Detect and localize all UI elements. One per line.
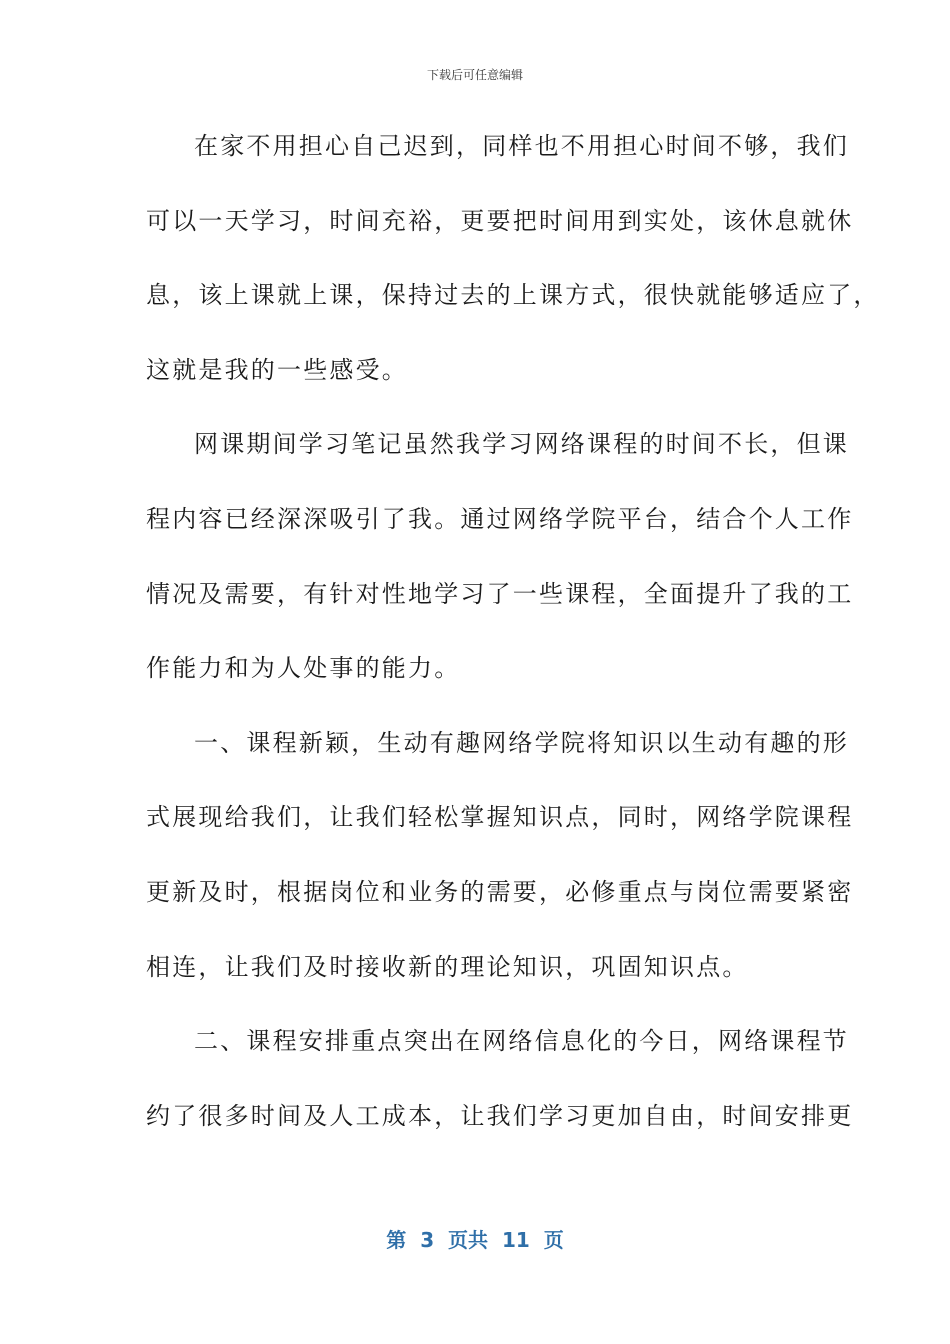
text-line: 程内容已经深深吸引了我。通过网络学院平台，结合个人工作: [146, 504, 854, 533]
text-line: 更新及时，根据岗位和业务的需要，必修重点与岗位需要紧密: [146, 877, 854, 906]
text-line: 在家不用担心自己迟到，同样也不用担心时间不够，我们: [194, 132, 849, 160]
text-line: 可以一天学习，时间充裕，更要把时间用到实处，该休息就休: [146, 206, 854, 235]
text-line: 式展现给我们，让我们轻松掌握知识点，同时，网络学院课程: [146, 803, 854, 832]
text-line: 作能力和为人处事的能力。: [146, 654, 461, 683]
document-body: [146, 120, 880, 1164]
page-number-footer: 第 3 页共 11 页: [386, 1228, 564, 1252]
text-line: 相连，让我们及时接收新的理论知识，巩固知识点。: [146, 952, 749, 981]
download-note: 下载后可任意编辑: [426, 68, 523, 82]
text-line: 息，该上课就上课，保持过去的上课方式，很快就能够适应了，: [146, 281, 880, 310]
text-line: 情况及需要，有针对性地学习了一些课程，全面提升了我的工: [146, 579, 854, 608]
text-line: 约了很多时间及人工成本，让我们学习更加自由，时间安排更: [146, 1101, 854, 1130]
text-line: 网课期间学习笔记虽然我学习网络课程的时间不长，但课: [194, 430, 849, 459]
text-line: 二、课程安排重点突出在网络信息化的今日，网络课程节: [194, 1027, 849, 1056]
text-line: 这就是我的一些感受。: [146, 355, 408, 384]
text-line: 一、课程新颖，生动有趣网络学院将知识以生动有趣的形: [194, 728, 849, 757]
